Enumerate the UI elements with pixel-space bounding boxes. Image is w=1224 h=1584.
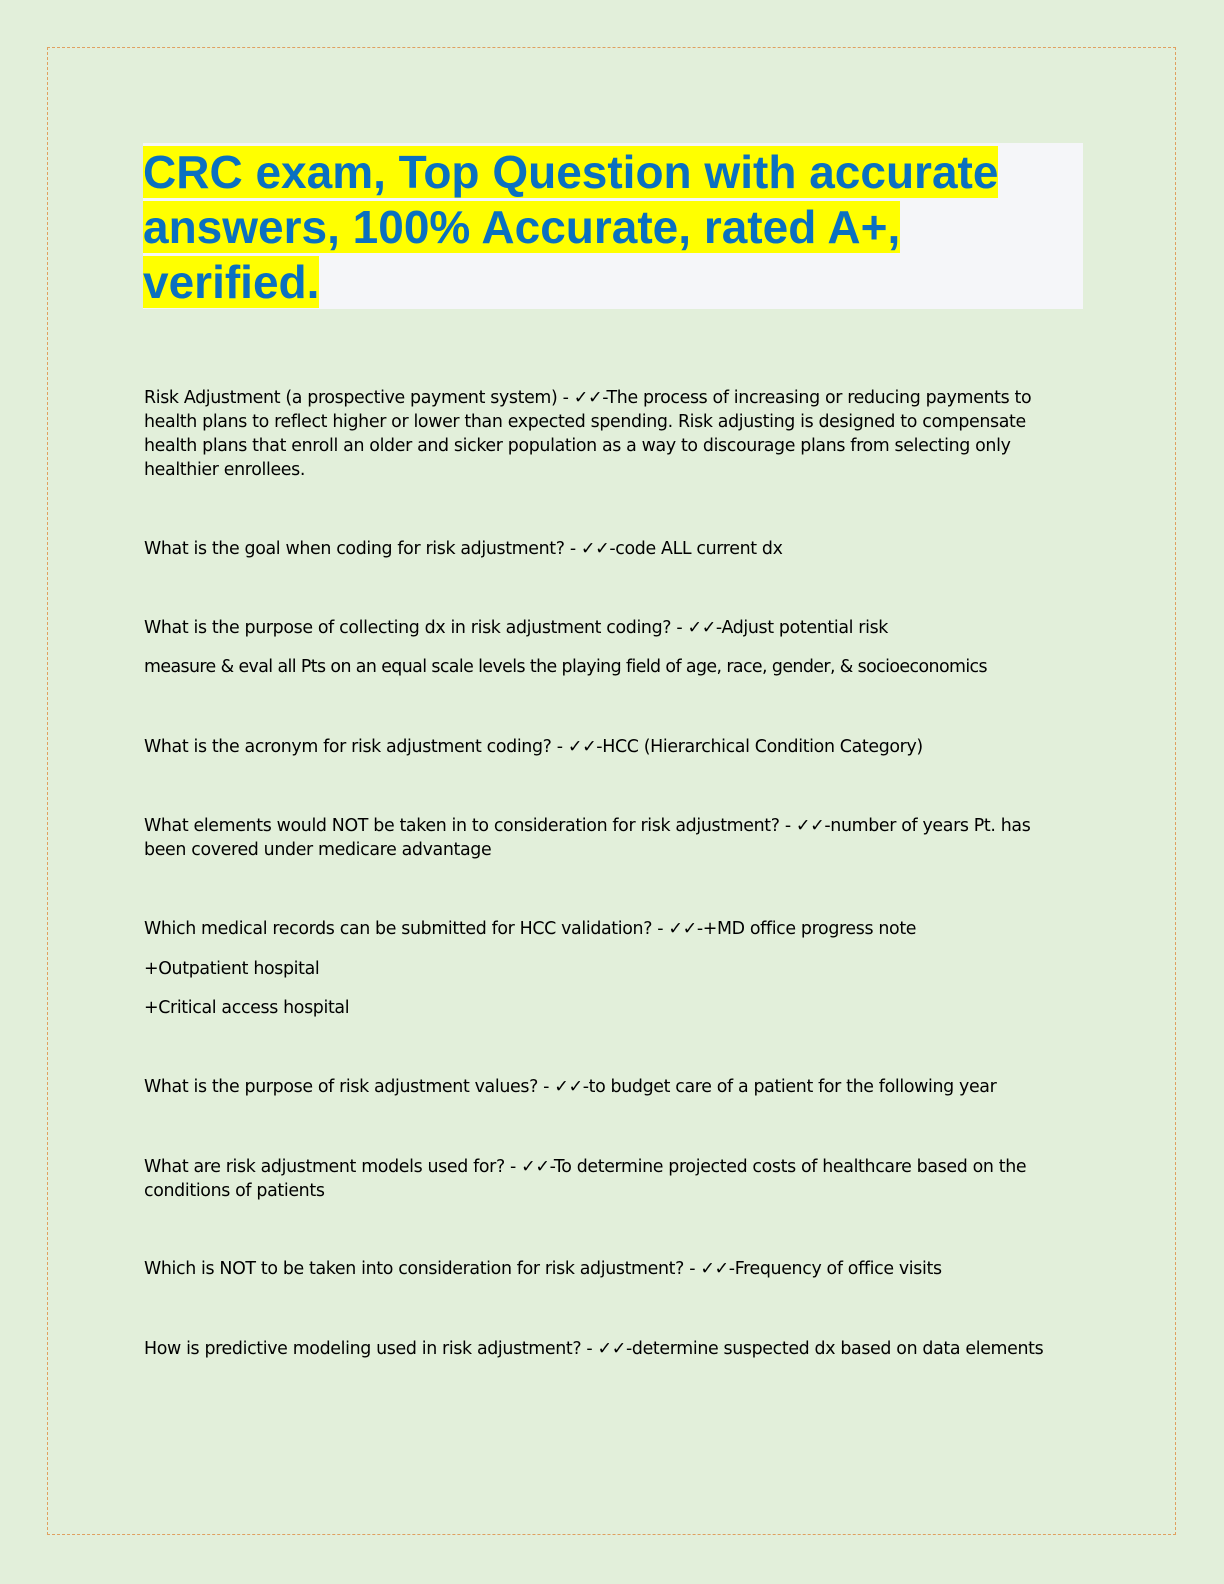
separator: - [779,816,796,836]
question-text: What is the purpose of risk adjustment values? [144,1077,538,1097]
separator: - [684,1259,701,1279]
qa-item [144,917,1074,941]
qa-item [144,1075,1074,1099]
answer-continuation: +Critical access hospital [144,998,350,1018]
check-mark-icon: ✓✓ [795,816,825,836]
answer-text: -Frequency of office visits [728,1259,942,1279]
separator: - [551,737,568,757]
answer-text: -HCC (Hierarchical Condition Category) [596,737,923,757]
separator: - [652,919,669,939]
title-highlight: CRC exam, Top Question with accurate answers, 100% Accurate, rated A+, verified. [143,146,999,308]
answer-text: -+MD office progress note [696,919,917,939]
check-mark-icon: ✓✓ [567,737,597,757]
check-mark-icon: ✓✓ [668,919,697,939]
question-text: What is the goal when coding for risk adjustment? [144,539,565,559]
check-mark-icon: ✓✓ [700,1259,729,1279]
answer-text: -number of years Pt. has been covered under medicare advantage [144,816,1031,860]
check-mark-icon: ✓✓ [580,539,610,559]
separator: - [671,618,688,638]
check-mark-icon: ✓✓ [521,1157,550,1177]
separator: - [504,1157,522,1177]
qa-item [144,386,1074,482]
qa-item [144,1155,1074,1203]
answer-text: -Adjust potential risk [715,618,889,638]
separator: - [581,1339,598,1359]
qa-item [144,616,1074,640]
question-text: What elements would NOT be taken in to consideration for risk adjustment? [144,816,780,836]
check-mark-icon: ✓✓ [597,1339,626,1359]
answer-text: -To determine projected costs of healthcare based on the conditions of patients [144,1157,1027,1201]
qa-item [144,1337,1074,1361]
answer-text: -The process of increasing or reducing payments to health plans to reflect higher or lower than expected spending. Risk adjusting is designed to compensate health plans that enroll an older and sicker population as a way to discourage plans from selecting only healthier enrollees. [144,388,1032,480]
separator: - [564,539,581,559]
separator: - [537,1077,555,1097]
question-text: Which medical records can be submitted for HCC validation? [144,919,653,939]
qa-item [144,814,1074,862]
separator: - [557,388,574,408]
qa-item [144,1257,1074,1281]
answer-text: -determine suspected dx based on data elements [625,1339,1044,1359]
qa-item [144,735,1074,759]
qa-item [144,537,1074,561]
document-title [143,145,1083,310]
check-mark-icon: ✓✓ [554,1077,583,1097]
question-text: Which is NOT to be taken into consideration for risk adjustment? [144,1259,685,1279]
check-mark-icon: ✓✓ [573,388,603,408]
question-text: How is predictive modeling used in risk adjustment? [144,1339,582,1359]
question-text: What is the purpose of collecting dx in risk adjustment coding? [144,618,672,638]
answer-continuation: measure & eval all Pts on an equal scale levels the playing field of age, race, gender, & socioeconomics [144,657,987,677]
answer-text: -to budget care of a patient for the following year [582,1077,997,1097]
check-mark-icon: ✓✓ [687,618,716,638]
answer-text: -code ALL current dx [609,539,783,559]
question-text: What are risk adjustment models used for? [144,1157,505,1177]
question-text: Risk Adjustment (a prospective payment system) [144,388,558,408]
answer-continuation: +Outpatient hospital [144,959,320,979]
question-text: What is the acronym for risk adjustment coding? [144,737,552,757]
